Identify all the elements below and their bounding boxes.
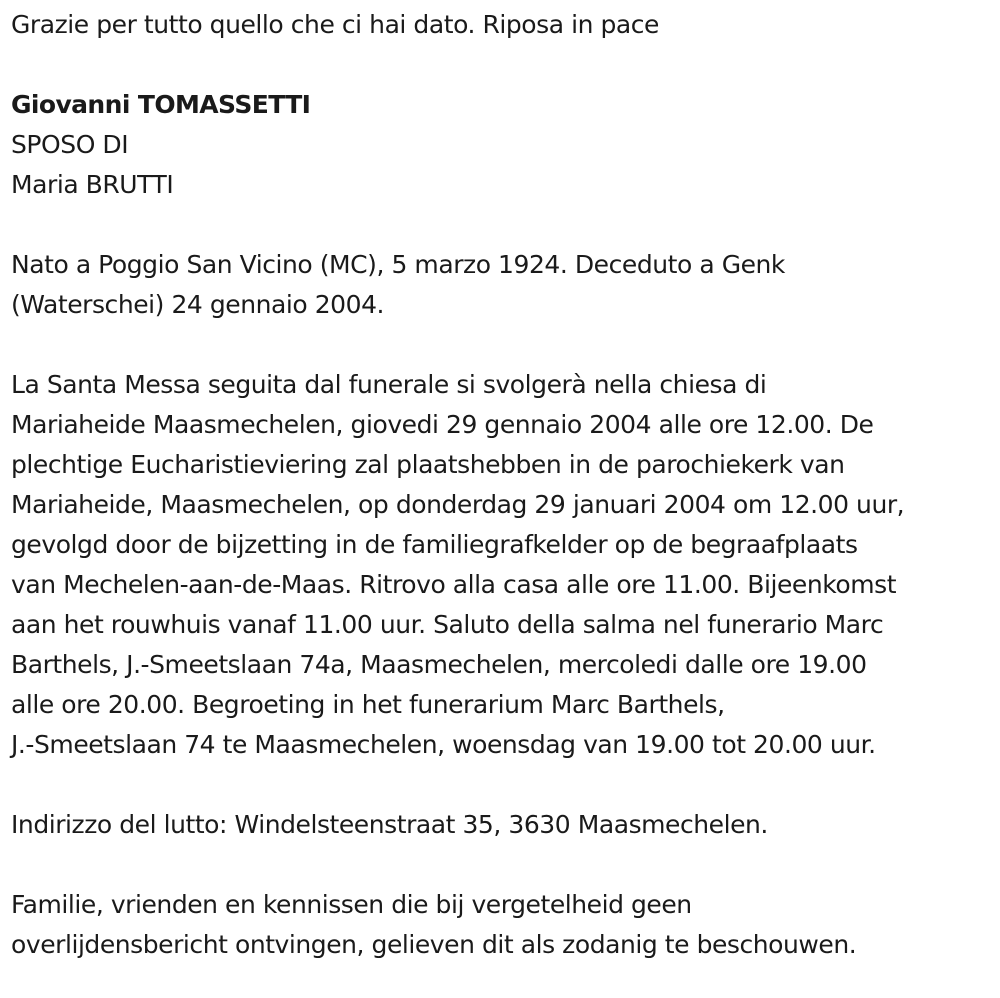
paragraph-line: gevolgd door de bijzetting in de familiegrafkelder op de begraafplaats [11,530,858,559]
paragraph-line: La Santa Messa seguita dal funerale si svolgerà nella chiesa di [11,370,767,399]
intro-text: Grazie per tutto quello che ci hai dato. Riposa in pace [11,10,659,39]
spacer [11,205,996,245]
paragraph-line: aan het rouwhuis vanaf 11.00 uur. Saluto della salma nel funerario Marc [11,610,884,639]
obituary-notice [11,0,996,965]
spouse-name: Maria BRUTTI [11,170,174,199]
spacer [11,45,996,85]
paragraph-line: Familie, vrienden en kennissen die bij vergetelheid geen [11,890,692,919]
paragraph-line: alle ore 20.00. Begroeting in het funerarium Marc Barthels, [11,690,725,719]
paragraph-line: (Waterschei) 24 gennaio 2004. [11,290,385,319]
paragraph-line: Mariaheide, Maasmechelen, op donderdag 29 januari 2004 om 12.00 uur, [11,490,905,519]
closing-paragraph [11,885,996,965]
paragraph-line: van Mechelen-aan-de-Maas. Ritrovo alla casa alle ore 11.00. Bijeenkomst [11,570,897,599]
mourning-address: Indirizzo del lutto: Windelsteenstraat 35, 3630 Maasmechelen. [11,810,768,839]
relation-label: SPOSO DI [11,130,129,159]
paragraph-line: Nato a Poggio San Vicino (MC), 5 marzo 1924. Deceduto a Genk [11,250,785,279]
paragraph-line: Barthels, J.-Smeetslaan 74a, Maasmechelen, mercoledi dalle ore 19.00 [11,650,867,679]
paragraph-line: J.-Smeetslaan 74 te Maasmechelen, woensdag van 19.00 tot 20.00 uur. [11,730,876,759]
deceased-name: Giovanni TOMASSETTI [11,90,311,119]
paragraph-line: Mariaheide Maasmechelen, giovedi 29 gennaio 2004 alle ore 12.00. De [11,410,874,439]
ceremony-paragraph [11,365,996,765]
spacer [11,845,996,885]
spacer [11,765,996,805]
birth-death-paragraph [11,245,996,325]
paragraph-line: plechtige Eucharistieviering zal plaatshebben in de parochiekerk van [11,450,845,479]
paragraph-line: overlijdensbericht ontvingen, gelieven dit als zodanig te beschouwen. [11,930,857,959]
spacer [11,325,996,365]
